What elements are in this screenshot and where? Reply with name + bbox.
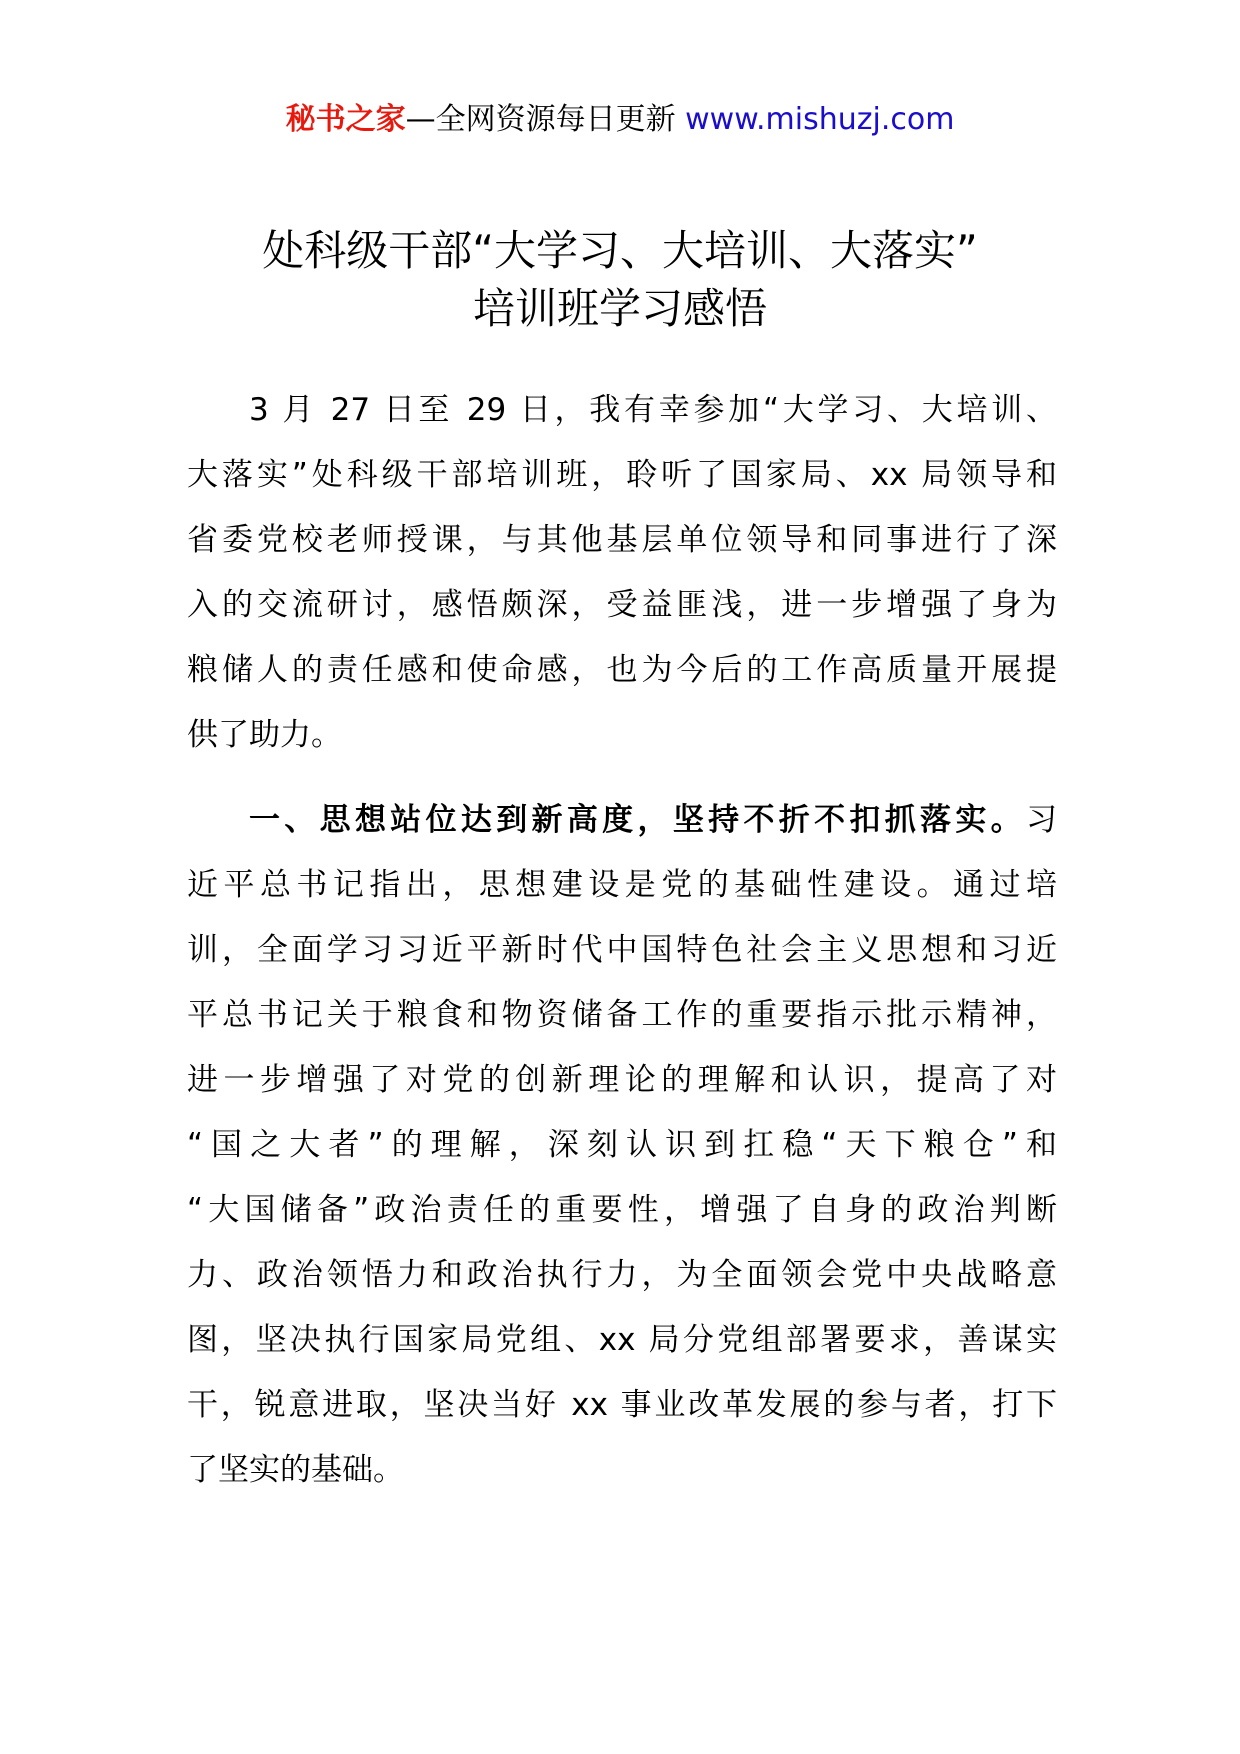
site-slogan: —全网资源每日更新	[405, 102, 686, 137]
site-url-link[interactable]: www.mishuzj.com	[685, 102, 955, 137]
paragraph-line: “大国储备”政治责任的重要性，增强了自身的政治判断	[187, 1192, 1057, 1228]
paragraph-line: 入的交流研讨，感悟颇深，受益匪浅，进一步增强了身为	[187, 587, 1057, 623]
title-line-2: 培训班学习感悟	[472, 284, 767, 333]
paragraph-line: 粮储人的责任感和使命感，也为今后的工作高质量开展提	[187, 652, 1057, 688]
paragraph-line: 供了助力。	[187, 717, 342, 753]
paragraph-line: “国之大者”的理解，深刻认识到扛稳“天下粮仓”和	[187, 1127, 1057, 1163]
section-heading: 一、思想站位达到新高度，坚持不折不扣抓落实。	[249, 802, 1026, 838]
paragraph-intro	[187, 378, 1057, 768]
paragraph-line: 力、政治领悟力和政治执行力，为全面领会党中央战略意	[187, 1257, 1057, 1293]
section-heading-rest: 习	[1026, 802, 1057, 838]
paragraph-line: 进一步增强了对党的创新理论的理解和认识，提高了对	[187, 1062, 1057, 1098]
paragraph-line: 平总书记关于粮食和物资储备工作的重要指示批示精神，	[187, 997, 1057, 1033]
section-heading-line	[187, 788, 1057, 853]
paragraph-line: 省委党校老师授课，与其他基层单位领导和同事进行了深	[187, 522, 1057, 558]
document-title	[150, 222, 1090, 338]
brand-name: 秘书之家	[285, 102, 406, 137]
paragraph-line: 了坚实的基础。	[187, 1452, 404, 1488]
paragraph-line: 3 月 27 日至 29 日，我有幸参加“大学习、大培训、	[249, 392, 1057, 428]
paragraph-section-1	[187, 788, 1057, 1503]
paragraph-line: 干，锐意进取，坚决当好 xx 事业改革发展的参与者，打下	[187, 1387, 1057, 1423]
paragraph-line: 图，坚决执行国家局党组、xx 局分党组部署要求，善谋实	[187, 1322, 1057, 1358]
site-header	[0, 100, 1240, 140]
paragraph-line: 大落实”处科级干部培训班，聆听了国家局、xx 局领导和	[187, 457, 1057, 493]
paragraph-line: 训，全面学习习近平新时代中国特色社会主义思想和习近	[187, 932, 1057, 968]
title-line-1: 处科级干部“大学习、大培训、大落实”	[262, 226, 978, 275]
paragraph-line: 近平总书记指出，思想建设是党的基础性建设。通过培	[187, 867, 1057, 903]
